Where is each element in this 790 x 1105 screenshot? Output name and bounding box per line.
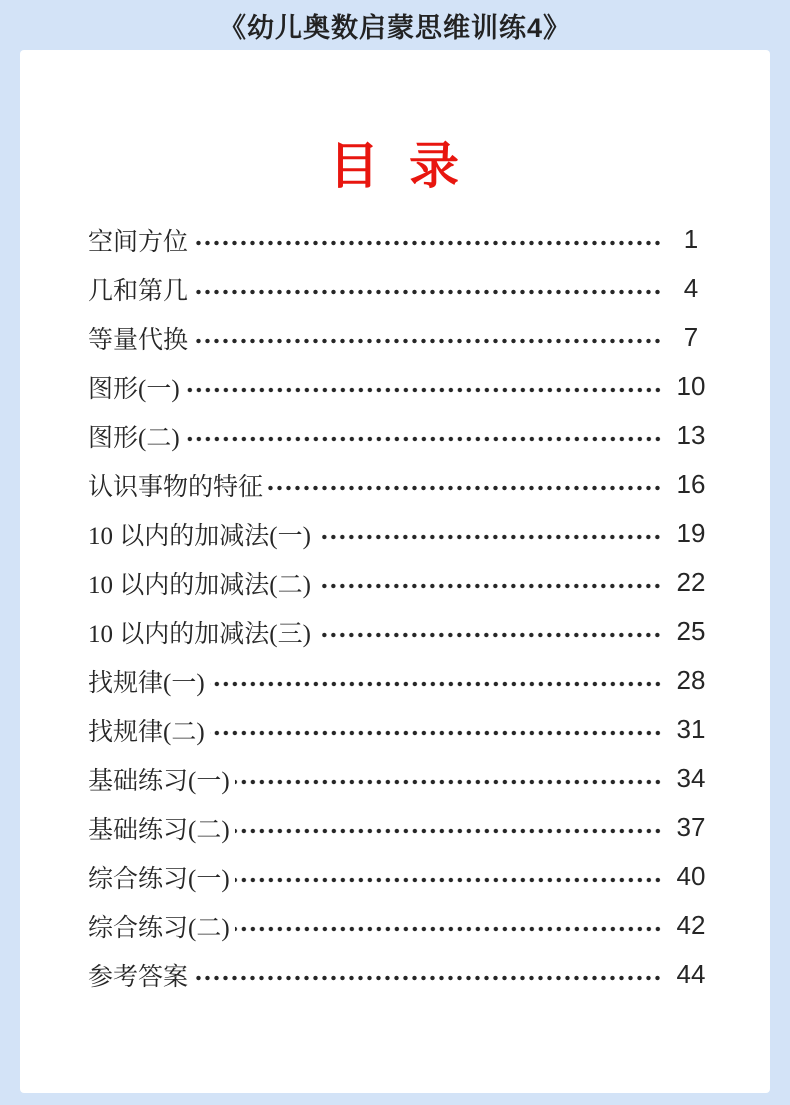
dotted-leader: [210, 730, 662, 736]
toc-entry-page-number: 1: [683, 224, 699, 254]
toc-entry-row: [88, 460, 714, 509]
toc-entry-label: 10 以内的加减法(二): [88, 571, 318, 599]
toc-entry-row: [88, 411, 714, 460]
toc-entry-label: 参考答案: [88, 963, 189, 991]
toc-entry-label: 基础练习(一): [88, 767, 230, 795]
dotted-leader: [185, 436, 662, 442]
toc-entry-label: 找规律(二): [88, 718, 205, 746]
toc-entry-page-number: 19: [676, 518, 706, 548]
toc-entry-page-number: 34: [676, 763, 706, 793]
toc-entry-row: [88, 215, 714, 264]
toc-entry-page-number: 40: [676, 861, 706, 891]
dotted-leader: [322, 583, 662, 589]
dotted-leader: [210, 681, 662, 687]
toc-entry-page-number: 31: [676, 714, 706, 744]
toc-list: [20, 215, 770, 999]
dotted-leader: [193, 240, 662, 246]
toc-entry-row: [88, 509, 714, 558]
toc-entry-label: 10 以内的加减法(三): [88, 620, 318, 648]
toc-entry-label: 找规律(一): [88, 669, 205, 697]
toc-entry-page-number: 10: [676, 371, 706, 401]
toc-entry-row: [88, 901, 714, 950]
toc-entry-row: [88, 656, 714, 705]
toc-title: 目 录: [329, 138, 461, 194]
dotted-leader: [235, 828, 662, 834]
toc-entry-label: 10 以内的加减法(一): [88, 522, 318, 550]
toc-entry-row: [88, 852, 714, 901]
dotted-leader: [185, 387, 662, 393]
toc-entry-page-number: 4: [683, 273, 699, 303]
toc-entry-page-number: 13: [676, 420, 706, 450]
dotted-leader: [193, 338, 662, 344]
toc-entry-label: 几和第几: [88, 277, 189, 305]
toc-entry-label: 图形(一): [88, 375, 180, 403]
toc-entry-row: [88, 754, 714, 803]
toc-entry-row: [88, 558, 714, 607]
toc-entry-label: 图形(二): [88, 424, 180, 452]
toc-entry-label: 等量代换: [88, 326, 189, 354]
toc-entry-label: 认识事物的特征: [88, 473, 264, 501]
toc-entry-row: [88, 705, 714, 754]
toc-entry-page-number: 44: [676, 959, 706, 989]
toc-entry-page-number: 42: [676, 910, 706, 940]
toc-entry-page-number: 28: [676, 665, 706, 695]
toc-entry-row: [88, 803, 714, 852]
dotted-leader: [235, 779, 662, 785]
dotted-leader: [193, 289, 662, 295]
toc-entry-page-number: 16: [676, 469, 706, 499]
dotted-leader: [193, 975, 662, 981]
content-page-panel: [20, 50, 770, 1093]
dotted-leader: [268, 485, 662, 491]
dotted-leader: [322, 632, 662, 638]
toc-entry-row: [88, 950, 714, 999]
toc-entry-row: [88, 607, 714, 656]
toc-entry-label: 基础练习(二): [88, 816, 230, 844]
dotted-leader: [322, 534, 662, 540]
toc-entry-label: 综合练习(一): [88, 865, 230, 893]
toc-entry-label: 综合练习(二): [88, 914, 230, 942]
toc-entry-page-number: 7: [683, 322, 699, 352]
toc-entry-row: [88, 362, 714, 411]
toc-entry-row: [88, 313, 714, 362]
toc-entry-page-number: 25: [676, 616, 706, 646]
toc-entry-page-number: 22: [676, 567, 706, 597]
toc-entry-row: [88, 264, 714, 313]
toc-entry-label: 空间方位: [88, 228, 189, 256]
toc-entry-page-number: 37: [676, 812, 706, 842]
dotted-leader: [235, 877, 662, 883]
book-title: 《幼儿奥数启蒙思维训练4》: [218, 12, 571, 43]
header-band: [0, 0, 790, 50]
dotted-leader: [235, 926, 662, 932]
